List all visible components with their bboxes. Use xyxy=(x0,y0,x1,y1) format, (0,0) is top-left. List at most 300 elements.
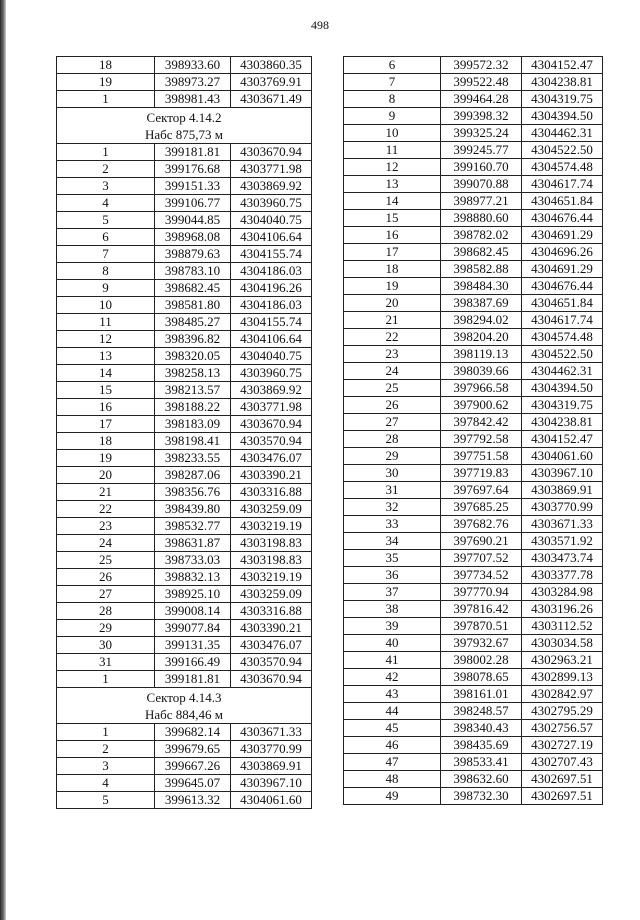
point-number-cell: 31 xyxy=(344,482,441,499)
y-coordinate-cell: 4302756.57 xyxy=(522,720,603,737)
y-coordinate-cell: 4303473.74 xyxy=(522,550,603,567)
table-row xyxy=(57,484,312,501)
table-row xyxy=(57,758,312,775)
table-row xyxy=(344,482,603,499)
table-row xyxy=(344,635,603,652)
x-coordinate-cell: 399008.14 xyxy=(155,603,231,620)
y-coordinate-cell: 4303869.92 xyxy=(231,178,312,195)
x-coordinate-cell: 398968.08 xyxy=(155,229,231,246)
table-row xyxy=(344,448,603,465)
x-coordinate-cell: 399077.84 xyxy=(155,620,231,637)
table-row xyxy=(344,74,603,91)
table-row xyxy=(57,57,312,74)
point-number-cell: 26 xyxy=(344,397,441,414)
coordinates-table-right xyxy=(343,56,603,805)
y-coordinate-cell: 4303476.07 xyxy=(231,450,312,467)
point-number-cell: 34 xyxy=(344,533,441,550)
point-number-cell: 48 xyxy=(344,771,441,788)
point-number-cell: 16 xyxy=(57,399,155,416)
table-row xyxy=(57,671,312,688)
table-row xyxy=(57,178,312,195)
y-coordinate-cell: 4302963.21 xyxy=(522,652,603,669)
y-coordinate-cell: 4304462.31 xyxy=(522,363,603,380)
point-number-cell: 3 xyxy=(57,758,155,775)
y-coordinate-cell: 4304061.60 xyxy=(522,448,603,465)
point-number-cell: 43 xyxy=(344,686,441,703)
point-number-cell: 38 xyxy=(344,601,441,618)
x-coordinate-cell: 397690.21 xyxy=(441,533,522,550)
section-elevation: Набс 875,73 м xyxy=(144,126,224,142)
y-coordinate-cell: 4304061.60 xyxy=(231,792,312,809)
point-number-cell: 2 xyxy=(57,161,155,178)
x-coordinate-cell: 399044.85 xyxy=(155,212,231,229)
table-row xyxy=(57,586,312,603)
point-number-cell: 39 xyxy=(344,618,441,635)
y-coordinate-cell: 4304617.74 xyxy=(522,312,603,329)
x-coordinate-cell: 398248.57 xyxy=(441,703,522,720)
x-coordinate-cell: 397734.52 xyxy=(441,567,522,584)
y-coordinate-cell: 4304574.48 xyxy=(522,159,603,176)
point-number-cell: 8 xyxy=(344,91,441,108)
y-coordinate-cell: 4303390.21 xyxy=(231,467,312,484)
x-coordinate-cell: 398485.27 xyxy=(155,314,231,331)
table-row xyxy=(344,125,603,142)
x-coordinate-cell: 399176.68 xyxy=(155,161,231,178)
y-coordinate-cell: 4303219.19 xyxy=(231,569,312,586)
y-coordinate-cell: 4303112.52 xyxy=(522,618,603,635)
table-row xyxy=(344,414,603,431)
y-coordinate-cell: 4303670.94 xyxy=(231,144,312,161)
x-coordinate-cell: 399070.88 xyxy=(441,176,522,193)
y-coordinate-cell: 4303860.35 xyxy=(231,57,312,74)
x-coordinate-cell: 397685.25 xyxy=(441,499,522,516)
point-number-cell: 14 xyxy=(57,365,155,382)
section-header xyxy=(57,108,312,144)
x-coordinate-cell: 398981.43 xyxy=(155,91,231,108)
x-coordinate-cell: 398188.22 xyxy=(155,399,231,416)
y-coordinate-cell: 4304676.44 xyxy=(522,278,603,295)
y-coordinate-cell: 4303671.33 xyxy=(231,724,312,741)
x-coordinate-cell: 399464.28 xyxy=(441,91,522,108)
y-coordinate-cell: 4304676.44 xyxy=(522,210,603,227)
x-coordinate-cell: 397842.42 xyxy=(441,414,522,431)
x-coordinate-cell: 398435.69 xyxy=(441,737,522,754)
y-coordinate-cell: 4304106.64 xyxy=(231,229,312,246)
point-number-cell: 28 xyxy=(344,431,441,448)
table-row xyxy=(57,775,312,792)
x-coordinate-cell: 399522.48 xyxy=(441,74,522,91)
table-row xyxy=(57,569,312,586)
x-coordinate-cell: 398732.30 xyxy=(441,788,522,805)
point-number-cell: 26 xyxy=(57,569,155,586)
y-coordinate-cell: 4304040.75 xyxy=(231,348,312,365)
point-number-cell: 24 xyxy=(344,363,441,380)
section-header-row xyxy=(57,108,312,144)
y-coordinate-cell: 4304522.50 xyxy=(522,142,603,159)
table-row xyxy=(344,397,603,414)
point-number-cell: 17 xyxy=(57,416,155,433)
y-coordinate-cell: 4303570.94 xyxy=(231,433,312,450)
point-number-cell: 18 xyxy=(57,57,155,74)
point-number-cell: 6 xyxy=(57,229,155,246)
point-number-cell: 7 xyxy=(344,74,441,91)
x-coordinate-cell: 398973.27 xyxy=(155,74,231,91)
y-coordinate-cell: 4303198.83 xyxy=(231,535,312,552)
x-coordinate-cell: 398682.45 xyxy=(155,280,231,297)
point-number-cell: 5 xyxy=(57,792,155,809)
table-row xyxy=(344,465,603,482)
x-coordinate-cell: 398198.41 xyxy=(155,433,231,450)
point-number-cell: 11 xyxy=(57,314,155,331)
y-coordinate-cell: 4304040.75 xyxy=(231,212,312,229)
y-coordinate-cell: 4303770.99 xyxy=(231,741,312,758)
table-row xyxy=(344,57,603,74)
y-coordinate-cell: 4303198.83 xyxy=(231,552,312,569)
table-row xyxy=(57,399,312,416)
table-row xyxy=(57,144,312,161)
x-coordinate-cell: 399181.81 xyxy=(155,144,231,161)
table-row xyxy=(57,229,312,246)
table-row xyxy=(344,533,603,550)
y-coordinate-cell: 4303769.91 xyxy=(231,74,312,91)
table-row xyxy=(344,516,603,533)
point-number-cell: 9 xyxy=(344,108,441,125)
x-coordinate-cell: 398484.30 xyxy=(441,278,522,295)
x-coordinate-cell: 397719.83 xyxy=(441,465,522,482)
table-row xyxy=(57,297,312,314)
y-coordinate-cell: 4304196.26 xyxy=(231,280,312,297)
point-number-cell: 20 xyxy=(57,467,155,484)
y-coordinate-cell: 4304238.81 xyxy=(522,414,603,431)
y-coordinate-cell: 4303960.75 xyxy=(231,365,312,382)
scan-edge-shadow xyxy=(0,0,6,920)
y-coordinate-cell: 4303869.91 xyxy=(231,758,312,775)
table-row xyxy=(344,380,603,397)
x-coordinate-cell: 399131.35 xyxy=(155,637,231,654)
point-number-cell: 31 xyxy=(57,654,155,671)
x-coordinate-cell: 398439.80 xyxy=(155,501,231,518)
table-row xyxy=(344,601,603,618)
y-coordinate-cell: 4304186.03 xyxy=(231,297,312,314)
x-coordinate-cell: 397870.51 xyxy=(441,618,522,635)
point-number-cell: 27 xyxy=(57,586,155,603)
table-row xyxy=(57,348,312,365)
point-number-cell: 45 xyxy=(344,720,441,737)
point-number-cell: 17 xyxy=(344,244,441,261)
table-row xyxy=(344,567,603,584)
table-row xyxy=(57,91,312,108)
point-number-cell: 37 xyxy=(344,584,441,601)
table-row xyxy=(57,195,312,212)
x-coordinate-cell: 398258.13 xyxy=(155,365,231,382)
table-row xyxy=(57,792,312,809)
y-coordinate-cell: 4302727.19 xyxy=(522,737,603,754)
x-coordinate-cell: 398294.02 xyxy=(441,312,522,329)
point-number-cell: 33 xyxy=(344,516,441,533)
point-number-cell: 20 xyxy=(344,295,441,312)
x-coordinate-cell: 399613.32 xyxy=(155,792,231,809)
x-coordinate-cell: 398581.80 xyxy=(155,297,231,314)
table-row xyxy=(57,382,312,399)
point-number-cell: 10 xyxy=(57,297,155,314)
point-number-cell: 28 xyxy=(57,603,155,620)
y-coordinate-cell: 4304155.74 xyxy=(231,314,312,331)
x-coordinate-cell: 398119.13 xyxy=(441,346,522,363)
table-row xyxy=(344,261,603,278)
y-coordinate-cell: 4304394.50 xyxy=(522,108,603,125)
point-number-cell: 8 xyxy=(57,263,155,280)
x-coordinate-cell: 397966.58 xyxy=(441,380,522,397)
table-row xyxy=(344,227,603,244)
x-coordinate-cell: 398632.60 xyxy=(441,771,522,788)
point-number-cell: 41 xyxy=(344,652,441,669)
y-coordinate-cell: 4304617.74 xyxy=(522,176,603,193)
table-row xyxy=(344,363,603,380)
x-coordinate-cell: 399572.32 xyxy=(441,57,522,74)
y-coordinate-cell: 4303571.92 xyxy=(522,533,603,550)
x-coordinate-cell: 399160.70 xyxy=(441,159,522,176)
table-row xyxy=(344,91,603,108)
point-number-cell: 3 xyxy=(57,178,155,195)
y-coordinate-cell: 4304696.26 xyxy=(522,244,603,261)
coordinates-table-right-body xyxy=(344,57,603,805)
y-coordinate-cell: 4302707.43 xyxy=(522,754,603,771)
table-row xyxy=(57,280,312,297)
table-row xyxy=(57,314,312,331)
point-number-cell: 47 xyxy=(344,754,441,771)
y-coordinate-cell: 4303570.94 xyxy=(231,654,312,671)
x-coordinate-cell: 397770.94 xyxy=(441,584,522,601)
x-coordinate-cell: 398161.01 xyxy=(441,686,522,703)
y-coordinate-cell: 4302842.97 xyxy=(522,686,603,703)
y-coordinate-cell: 4304651.84 xyxy=(522,295,603,312)
x-coordinate-cell: 398582.88 xyxy=(441,261,522,278)
y-coordinate-cell: 4303967.10 xyxy=(522,465,603,482)
table-row xyxy=(344,754,603,771)
table-row xyxy=(344,431,603,448)
y-coordinate-cell: 4303219.19 xyxy=(231,518,312,535)
point-number-cell: 30 xyxy=(344,465,441,482)
coordinates-table-left-body xyxy=(57,57,312,809)
y-coordinate-cell: 4304574.48 xyxy=(522,329,603,346)
x-coordinate-cell: 398933.60 xyxy=(155,57,231,74)
x-coordinate-cell: 397792.58 xyxy=(441,431,522,448)
point-number-cell: 49 xyxy=(344,788,441,805)
table-row xyxy=(57,518,312,535)
point-number-cell: 18 xyxy=(57,433,155,450)
point-number-cell: 22 xyxy=(344,329,441,346)
point-number-cell: 40 xyxy=(344,635,441,652)
point-number-cell: 21 xyxy=(57,484,155,501)
x-coordinate-cell: 398925.10 xyxy=(155,586,231,603)
point-number-cell: 7 xyxy=(57,246,155,263)
x-coordinate-cell: 399325.24 xyxy=(441,125,522,142)
table-row xyxy=(344,737,603,754)
y-coordinate-cell: 4303671.33 xyxy=(522,516,603,533)
table-row xyxy=(344,550,603,567)
table-row xyxy=(344,142,603,159)
point-number-cell: 32 xyxy=(344,499,441,516)
table-row xyxy=(344,584,603,601)
point-number-cell: 36 xyxy=(344,567,441,584)
y-coordinate-cell: 4303771.98 xyxy=(231,399,312,416)
point-number-cell: 6 xyxy=(344,57,441,74)
x-coordinate-cell: 398183.09 xyxy=(155,416,231,433)
point-number-cell: 30 xyxy=(57,637,155,654)
y-coordinate-cell: 4303960.75 xyxy=(231,195,312,212)
point-number-cell: 16 xyxy=(344,227,441,244)
x-coordinate-cell: 399245.77 xyxy=(441,142,522,159)
y-coordinate-cell: 4304155.74 xyxy=(231,246,312,263)
table-row xyxy=(344,312,603,329)
point-number-cell: 10 xyxy=(344,125,441,142)
x-coordinate-cell: 398002.28 xyxy=(441,652,522,669)
table-row xyxy=(57,654,312,671)
point-number-cell: 19 xyxy=(57,74,155,91)
table-row xyxy=(57,552,312,569)
y-coordinate-cell: 4304106.64 xyxy=(231,331,312,348)
point-number-cell: 21 xyxy=(344,312,441,329)
y-coordinate-cell: 4304319.75 xyxy=(522,91,603,108)
x-coordinate-cell: 399645.07 xyxy=(155,775,231,792)
point-number-cell: 46 xyxy=(344,737,441,754)
x-coordinate-cell: 398356.76 xyxy=(155,484,231,501)
table-row xyxy=(57,433,312,450)
y-coordinate-cell: 4303284.98 xyxy=(522,584,603,601)
point-number-cell: 5 xyxy=(57,212,155,229)
table-row xyxy=(57,212,312,229)
table-row xyxy=(344,346,603,363)
x-coordinate-cell: 397707.52 xyxy=(441,550,522,567)
point-number-cell: 4 xyxy=(57,775,155,792)
point-number-cell: 12 xyxy=(57,331,155,348)
point-number-cell: 19 xyxy=(344,278,441,295)
y-coordinate-cell: 4303316.88 xyxy=(231,484,312,501)
table-row xyxy=(57,450,312,467)
section-title: Сектор 4.14.2 xyxy=(146,109,222,125)
point-number-cell: 22 xyxy=(57,501,155,518)
table-row xyxy=(344,193,603,210)
y-coordinate-cell: 4302795.29 xyxy=(522,703,603,720)
section-header-row xyxy=(57,688,312,724)
x-coordinate-cell: 397932.67 xyxy=(441,635,522,652)
table-row xyxy=(57,161,312,178)
table-row xyxy=(344,686,603,703)
point-number-cell: 18 xyxy=(344,261,441,278)
y-coordinate-cell: 4303196.26 xyxy=(522,601,603,618)
y-coordinate-cell: 4302899.13 xyxy=(522,669,603,686)
y-coordinate-cell: 4303869.91 xyxy=(522,482,603,499)
table-row xyxy=(344,669,603,686)
x-coordinate-cell: 398320.05 xyxy=(155,348,231,365)
point-number-cell: 14 xyxy=(344,193,441,210)
x-coordinate-cell: 398213.57 xyxy=(155,382,231,399)
x-coordinate-cell: 398880.60 xyxy=(441,210,522,227)
y-coordinate-cell: 4304691.29 xyxy=(522,227,603,244)
table-row xyxy=(344,499,603,516)
table-row xyxy=(57,246,312,263)
point-number-cell: 23 xyxy=(57,518,155,535)
point-number-cell: 27 xyxy=(344,414,441,431)
x-coordinate-cell: 399682.14 xyxy=(155,724,231,741)
y-coordinate-cell: 4303377.78 xyxy=(522,567,603,584)
x-coordinate-cell: 397900.62 xyxy=(441,397,522,414)
point-number-cell: 42 xyxy=(344,669,441,686)
y-coordinate-cell: 4304462.31 xyxy=(522,125,603,142)
x-coordinate-cell: 397697.64 xyxy=(441,482,522,499)
table-row xyxy=(344,652,603,669)
point-number-cell: 1 xyxy=(57,91,155,108)
x-coordinate-cell: 397816.42 xyxy=(441,601,522,618)
y-coordinate-cell: 4303034.58 xyxy=(522,635,603,652)
point-number-cell: 4 xyxy=(57,195,155,212)
point-number-cell: 25 xyxy=(344,380,441,397)
point-number-cell: 15 xyxy=(57,382,155,399)
y-coordinate-cell: 4303771.98 xyxy=(231,161,312,178)
point-number-cell: 2 xyxy=(57,741,155,758)
table-row xyxy=(57,501,312,518)
table-row xyxy=(344,159,603,176)
y-coordinate-cell: 4304522.50 xyxy=(522,346,603,363)
y-coordinate-cell: 4303670.94 xyxy=(231,671,312,688)
y-coordinate-cell: 4303670.94 xyxy=(231,416,312,433)
x-coordinate-cell: 398039.66 xyxy=(441,363,522,380)
table-row xyxy=(57,741,312,758)
point-number-cell: 9 xyxy=(57,280,155,297)
table-row xyxy=(57,603,312,620)
point-number-cell: 29 xyxy=(57,620,155,637)
y-coordinate-cell: 4302697.51 xyxy=(522,788,603,805)
y-coordinate-cell: 4302697.51 xyxy=(522,771,603,788)
point-number-cell: 29 xyxy=(344,448,441,465)
x-coordinate-cell: 399166.49 xyxy=(155,654,231,671)
section-header xyxy=(57,688,312,724)
x-coordinate-cell: 398631.87 xyxy=(155,535,231,552)
page-number: 498 xyxy=(311,18,329,32)
x-coordinate-cell: 398532.77 xyxy=(155,518,231,535)
y-coordinate-cell: 4303770.99 xyxy=(522,499,603,516)
x-coordinate-cell: 399398.32 xyxy=(441,108,522,125)
table-row xyxy=(344,278,603,295)
x-coordinate-cell: 397682.76 xyxy=(441,516,522,533)
table-row xyxy=(344,108,603,125)
x-coordinate-cell: 398832.13 xyxy=(155,569,231,586)
table-row xyxy=(57,535,312,552)
y-coordinate-cell: 4303390.21 xyxy=(231,620,312,637)
table-row xyxy=(57,467,312,484)
table-row xyxy=(344,703,603,720)
point-number-cell: 35 xyxy=(344,550,441,567)
point-number-cell: 1 xyxy=(57,724,155,741)
table-row xyxy=(344,295,603,312)
point-number-cell: 13 xyxy=(344,176,441,193)
section-title: Сектор 4.14.3 xyxy=(146,689,222,705)
y-coordinate-cell: 4303967.10 xyxy=(231,775,312,792)
table-row xyxy=(57,263,312,280)
x-coordinate-cell: 399106.77 xyxy=(155,195,231,212)
point-number-cell: 13 xyxy=(57,348,155,365)
table-row xyxy=(344,788,603,805)
table-row xyxy=(344,771,603,788)
table-row xyxy=(344,176,603,193)
point-number-cell: 11 xyxy=(344,142,441,159)
x-coordinate-cell: 399667.26 xyxy=(155,758,231,775)
table-row xyxy=(57,365,312,382)
table-row xyxy=(344,720,603,737)
point-number-cell: 25 xyxy=(57,552,155,569)
table-row xyxy=(57,724,312,741)
table-row xyxy=(57,331,312,348)
